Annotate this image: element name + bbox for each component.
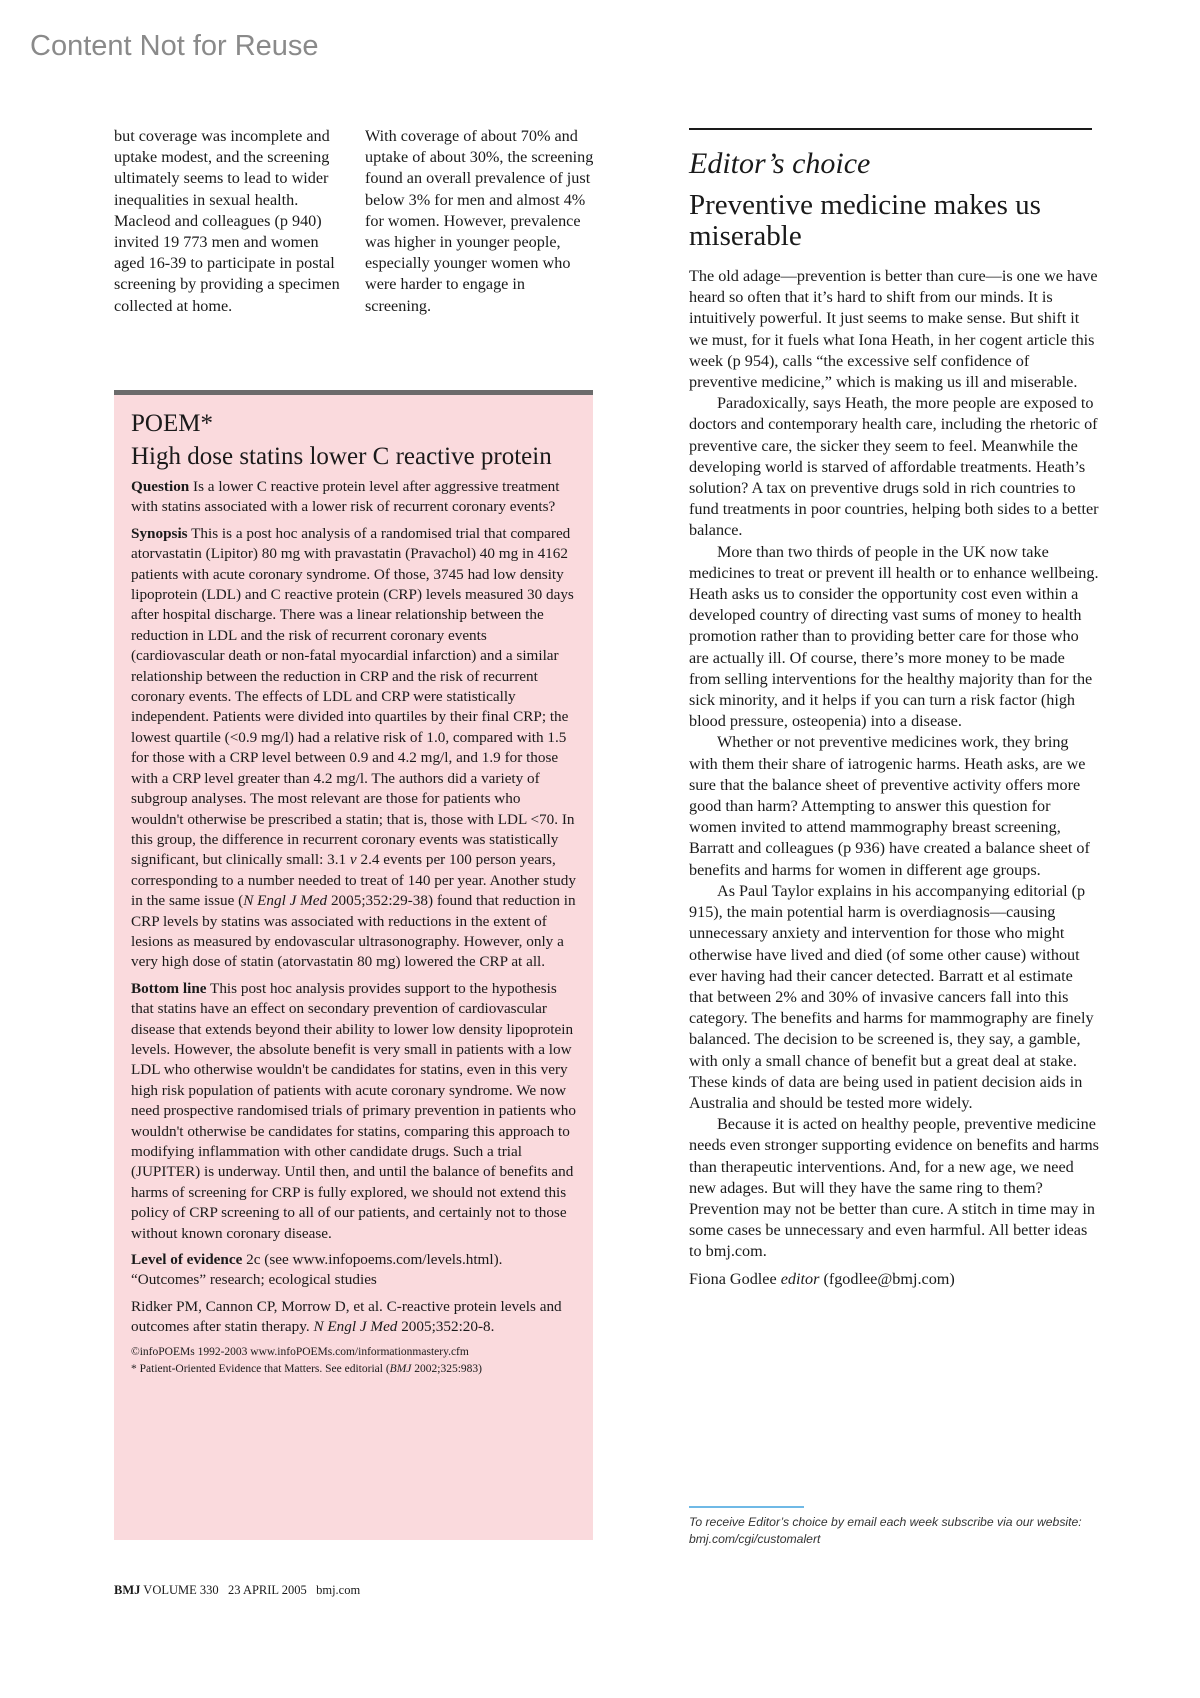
subscribe-rule [689, 1506, 804, 1508]
editorial-body [689, 266, 1099, 1290]
editorial-signature [689, 1269, 1099, 1290]
article-continuation-col1 [114, 126, 344, 317]
footnote-text-1: * Patient-Oriented Evidence that Matters. See editorial ( [131, 1362, 390, 1375]
poem-copyright: ©infoPOEMs 1992-2003 www.infoPOEMs.com/informationmastery.cfm [131, 1345, 469, 1358]
bottom-line-label: Bottom line [131, 979, 207, 997]
level-label: Level of evidence [131, 1251, 243, 1269]
synopsis-text-3: 2005;352:29-38) found that reduction in CRP levels by statins was associated with reductions in the extent of lesions as measured by endovascular ultrasonography. However, only a very high dose of statin (atorvastatin 80 mg) lowered the CRP at all. [131, 892, 576, 971]
footnote-journal: BMJ [389, 1362, 412, 1375]
synopsis-versus: v [349, 851, 357, 869]
article-continuation-col2 [365, 126, 595, 317]
poem-synopsis [131, 524, 576, 973]
editorial-paragraph: As Paul Taylor explains in his accompanying editorial (p 915), the main potential harm is overdiagnosis—causing unnecessary anxiety and intervention for those who might otherwise have lived and died (of some other cause) without ever having had their cancer detected. Barratt et al estimate that between 2% and 30% of invasive cancers fall into this category. The benefits and harms for mammography are finely balanced. The decision to be screened is, they say, a gamble, with only a small chance of benefit but a great deal at stake. These kinds of data are being used in patient decision aids in Australia and should be tested more widely. [689, 881, 1094, 1112]
synopsis-text-1: This is a post hoc analysis of a randomised trial that compared atorvastatin (Lipitor) 80 mg with pravastatin (Pravachol) 40 mg in 4162 patients with acute coronary syndrome. Of those, 3745 had low density lipoprotein (LDL) and C reactive protein (CRP) levels measured 30 days after hospital discharge. There was a linear relationship between the reduction in LDL and the risk of recurrent coronary events (cardiovascular death or non-fatal myocardial infarction) and a similar relationship between the reduction in CRP and the risk of recurrent coronary events. The effects of LDL and CRP were statistically independent. Patients were divided into quartiles by their final CRP; the lowest quartile (<0.9 mg/l) had a relative risk of 1.0, compared with 1.5 for those with a CRP level between 0.9 and 4.2 mg/l, and 1.9 for those with a CRP level greater than 4.2 mg/l. The authors did a variety of subgroup analyses. The most relevant are those for patients who wouldn't otherwise be prescribed a statin; that is, those with LDL <70. In this group, the difference in recurrent coronary events was statistically significant, but clinically small: 3.1 [131, 524, 575, 869]
editorial-paragraph: Because it is acted on healthy people, preventive medicine needs even stronger supporting evidence on benefits and harms than therapeutic interventions. And, for a new age, we need new adages. But will they have the same ring to them? Prevention may not be better than cure. A stitch in time may in some cases be unnecessary and even harmful. All better ideas to bmj.com. [689, 1115, 1099, 1261]
subscribe-line: To receive Editor’s choice by email each week subscribe via our website: [689, 1515, 1082, 1529]
poem-title: POEM* [131, 410, 213, 437]
question-label: Question [131, 478, 190, 495]
synopsis-label: Synopsis [131, 524, 188, 542]
footer-issue: VOLUME 330 23 APRIL 2005 bmj.com [143, 1583, 361, 1597]
reference-text-2: 2005;352:20-8. [397, 1318, 495, 1336]
poem-level-of-evidence [131, 1250, 576, 1291]
reference-journal: N Engl J Med [313, 1318, 398, 1336]
level-text: 2c (see www.infopoems.com/levels.html). “Outcomes” research; ecological studies [131, 1251, 503, 1289]
editorial-paragraph: Paradoxically, says Heath, the more people are exposed to doctors and contemporary health care, including the rhetoric of preventive care, the sicker they seem to feel. Meanwhile the developing world is starved of affordable treatments. Heath’s solution? A tax on preventive drugs sold in rich countries to fund treatments in poor countries, helping both sides to a better balance. [689, 394, 1099, 540]
author-email: (fgodlee@bmj.com) [823, 1269, 955, 1288]
editorial-paragraph: Whether or not preventive medicines work, they bring with them their share of iatrogenic harms. Heath asks, are we sure that the balance sheet of preventive activity offers more good than harm? Attempting to answer this question for women invited to attend mammography breast screening, Barratt and colleagues (p 936) have created a balance sheet of benefits and harms for women in different age groups. [689, 733, 1090, 879]
poem-headline: High dose statins lower C reactive protein [131, 443, 552, 470]
poem-question [131, 477, 576, 518]
bottom-line-text: This post hoc analysis provides support to the hypothesis that statins have an effect on secondary prevention of cardiovascular disease that extends beyond their ability to lower low density lipoprotein levels. However, the absolute benefit is very small in patients with a low LDL who otherwise wouldn't be candidates for statins, even in this very high risk population of patients with acute coronary syndrome. We now need prospective randomised trials of primary prevention in patients who wouldn't otherwise be candidates for statins, comparing this approach to modifying inflammation with other candidate drugs. Such a trial (JUPITER) is underway. Until then, and until the balance of benefits and harms of screening for CRP is fully explored, we should not extend this policy of CRP screening to all of our patients, and certainly not to those without known coronary disease. [131, 979, 576, 1242]
footer-journal: BMJ [114, 1583, 141, 1597]
poem-reference [131, 1297, 576, 1338]
poem-box [114, 390, 593, 1540]
footnote-text-2: 2002;325:983) [411, 1362, 482, 1375]
continuation-paragraph: but coverage was incomplete and uptake modest, and the screening ultimately seems to lead to wider inequalities in sexual health. Macleod and colleagues (p 940) invited 19 773 men and women aged 16-39 to participate in postal screening by providing a specimen collected at home. [114, 127, 340, 315]
poem-footnote [131, 1361, 576, 1378]
author-name: Fiona Godlee [689, 1269, 777, 1288]
subscribe-note [689, 1514, 1099, 1548]
subscribe-url: bmj.com/cgi/customalert [689, 1532, 821, 1546]
editorial-paragraph: More than two thirds of people in the UK now take medicines to treat or prevent ill health or to enhance wellbeing. Heath asks us to consider the opportunity cost even within a developed country of directing vast sums of money to health promotion rather than to providing better care for those who are actually ill. Of course, there’s more money to be made from selling interventions for the healthy majority than for the sick minority, and it helps if you can turn a risk factor (high blood pressure, osteopenia) into a disease. [689, 542, 1099, 731]
page-footer [114, 1583, 360, 1598]
editorial-paragraph: The old adage—prevention is better than cure—is one we have heard so often that it’s hard to shift from our minds. It is intuitively powerful. It just seems to make sense. But shift it we must, for it fuels what Iona Heath, in her cogent article this week (p 954), calls “the excessive self confidence of preventive medicine,” which is making us ill and miserable. [689, 267, 1098, 392]
editorial-section-title: Editor’s choice [689, 147, 871, 180]
watermark: Content Not for Reuse [30, 30, 319, 62]
editorial-headline: Preventive medicine makes us miserable [689, 189, 1041, 252]
synopsis-journal: N Engl J Med [243, 892, 328, 910]
continuation-paragraph: With coverage of about 70% and uptake of about 30%, the screening found an overall prevalence of just below 3% for men and almost 4% for women. However, prevalence was higher in younger people, especially younger women who were harder to engage in screening. [365, 127, 594, 315]
synopsis-text-2: 2.4 events per 100 person years, corresponding to a number needed to treat of 140 per year. Another study in the same issue ( [131, 851, 576, 910]
question-text: Is a lower C reactive protein level after aggressive treatment with statins associated with a lower risk of recurrent coronary events? [131, 478, 560, 516]
author-role: editor [780, 1269, 820, 1288]
editorial-top-rule [689, 128, 1092, 130]
reference-text-1: Ridker PM, Cannon CP, Morrow D, et al. C-reactive protein levels and outcomes after statin therapy. [131, 1297, 562, 1336]
poem-bottom-line [131, 979, 576, 1244]
